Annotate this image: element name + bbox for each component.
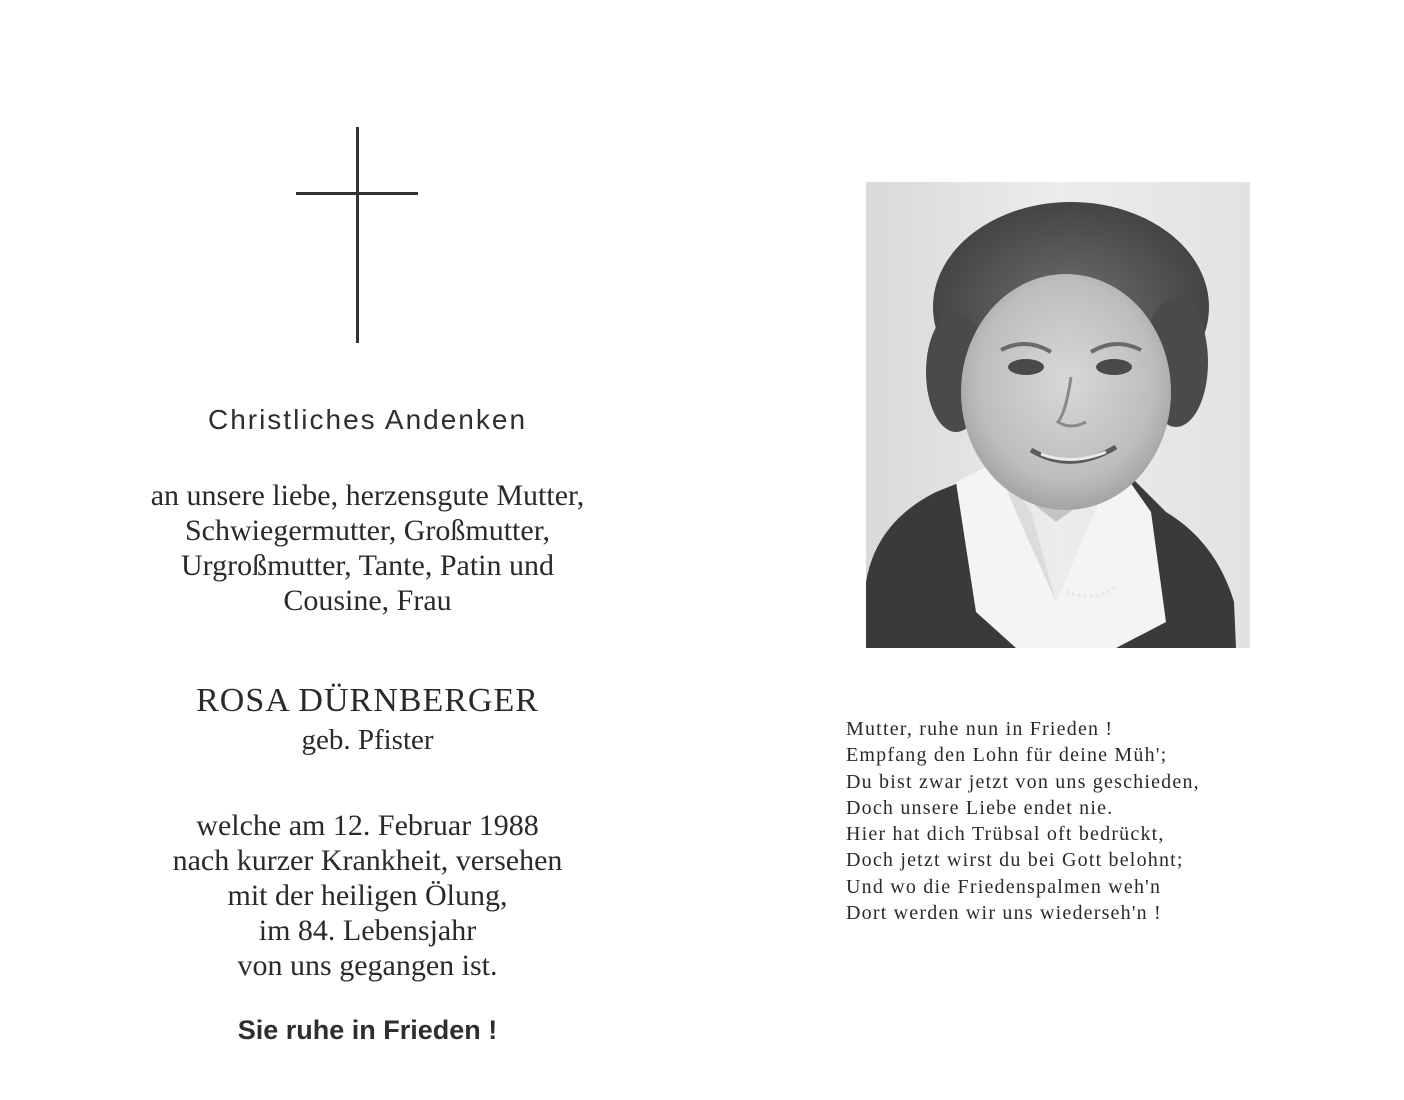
death-line: von uns gegangen ist.: [237, 949, 498, 982]
closing-blessing: Sie ruhe in Frieden !: [237, 1015, 498, 1045]
poem-line: Hier hat dich Trübsal oft bedrückt,: [846, 823, 1165, 846]
death-line: mit der heiligen Ölung,: [227, 879, 508, 912]
dedication-line: an unsere liebe, herzensgute Mutter,: [150, 479, 585, 512]
cross-icon: [296, 127, 418, 343]
dedication-line: Urgroßmutter, Tante, Patin und: [180, 549, 555, 582]
death-line: im 84. Lebensjahr: [258, 914, 477, 947]
deceased-name: ROSA DÜRNBERGER: [196, 682, 539, 719]
poem: [846, 716, 1366, 926]
poem-line: Dort werden wir uns wiederseh'n !: [846, 902, 1162, 925]
death-line: nach kurzer Krankheit, versehen: [172, 844, 563, 877]
portrait-photo: [866, 182, 1250, 648]
death-notice: [60, 808, 675, 983]
dedication-line: Schwiegermutter, Großmutter,: [185, 514, 550, 547]
portrait-illustration: [866, 182, 1250, 648]
poem-line: Doch unsere Liebe endet nie.: [846, 796, 1114, 819]
death-line: welche am 12. Februar 1988: [196, 809, 539, 842]
poem-line: Empfang den Lohn für deine Müh';: [846, 744, 1168, 767]
poem-line: Doch jetzt wirst du bei Gott belohnt;: [846, 849, 1184, 872]
dedication-text: [60, 478, 675, 618]
heading: Christliches Andenken: [207, 404, 528, 435]
maiden-name: geb. Pfister: [301, 724, 434, 756]
poem-line: Du bist zwar jetzt von uns geschieden,: [846, 770, 1200, 793]
poem-line: Mutter, ruhe nun in Frieden !: [846, 718, 1114, 740]
poem-line: Und wo die Friedenspalmen weh'n: [846, 875, 1162, 898]
dedication-line: Cousine, Frau: [283, 584, 452, 617]
